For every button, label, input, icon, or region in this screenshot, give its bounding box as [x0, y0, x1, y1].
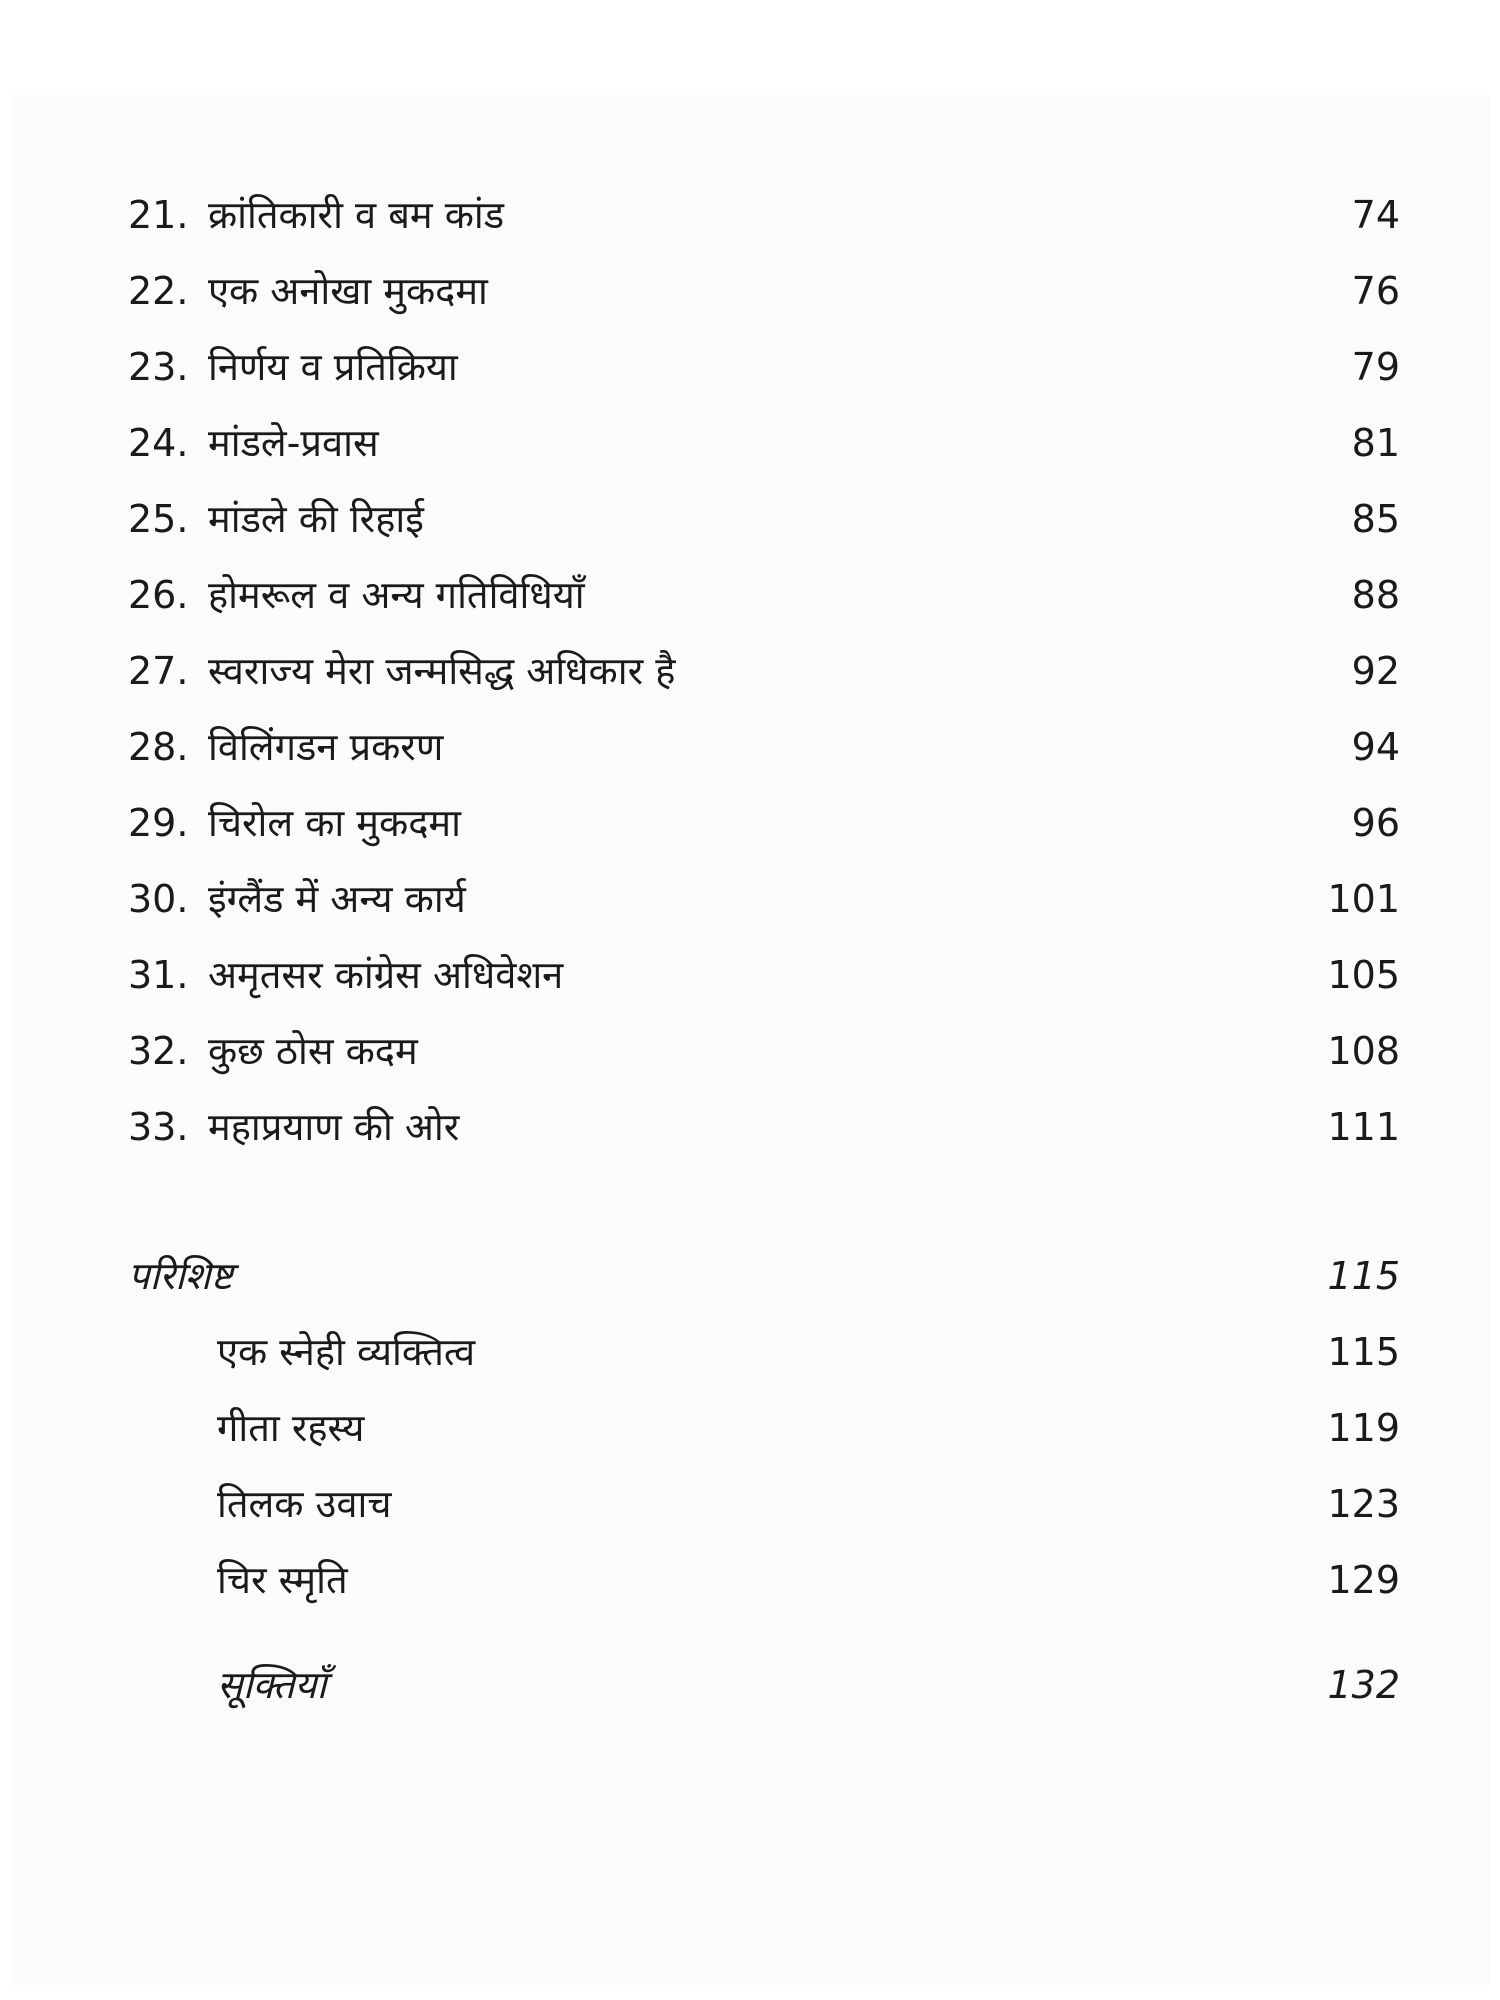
subentry-title: एक स्नेही व्यक्तित्व	[217, 1330, 476, 1374]
toc-entry[interactable]	[0, 641, 1500, 701]
entry-page: 101	[1327, 877, 1400, 921]
entry-number: 30.	[128, 877, 189, 921]
entry-page: 85	[1351, 497, 1400, 541]
entry-title: इंग्लैंड में अन्य कार्य	[208, 877, 466, 921]
entry-number: 28.	[128, 725, 189, 769]
entry-page: 76	[1351, 269, 1400, 313]
subentry-title: तिलक उवाच	[217, 1482, 392, 1526]
entry-title: मांडले की रिहाई	[208, 497, 424, 541]
toc-section-quotes[interactable]	[0, 1655, 1500, 1715]
toc-entry[interactable]	[0, 869, 1500, 929]
entry-number: 21.	[128, 193, 189, 237]
toc-subentry[interactable]	[0, 1474, 1500, 1534]
entry-number: 25.	[128, 497, 189, 541]
toc-entry[interactable]	[0, 565, 1500, 625]
entry-title: मांडले-प्रवास	[208, 421, 379, 465]
entry-page: 96	[1351, 801, 1400, 845]
toc-entry[interactable]	[0, 413, 1500, 473]
toc-entry[interactable]	[0, 489, 1500, 549]
entry-number: 29.	[128, 801, 189, 845]
entry-number: 32.	[128, 1029, 189, 1073]
toc-entry[interactable]	[0, 1097, 1500, 1157]
entry-title: महाप्रयाण की ओर	[208, 1105, 460, 1149]
entry-title: होमरूल व अन्य गतिविधियाँ	[208, 573, 585, 617]
entry-page: 111	[1327, 1105, 1400, 1149]
toc-entry[interactable]	[0, 185, 1500, 245]
entry-number: 27.	[128, 649, 189, 693]
entry-title: चिरोल का मुकदमा	[208, 801, 461, 845]
entry-page: 79	[1351, 345, 1400, 389]
entry-title: अमृतसर कांग्रेस अधिवेशन	[208, 953, 564, 997]
toc-entry[interactable]	[0, 337, 1500, 397]
entry-number: 26.	[128, 573, 189, 617]
toc-section-appendix[interactable]	[0, 1246, 1500, 1306]
subentry-page: 123	[1327, 1482, 1400, 1526]
entry-page: 81	[1351, 421, 1400, 465]
subentry-title: गीता रहस्य	[217, 1406, 365, 1450]
entry-title: क्रांतिकारी व बम कांड	[208, 193, 505, 237]
entry-title: एक अनोखा मुकदमा	[208, 269, 488, 313]
entry-page: 74	[1351, 193, 1400, 237]
entry-page: 88	[1351, 573, 1400, 617]
entry-page: 94	[1351, 725, 1400, 769]
entry-title: कुछ ठोस कदम	[208, 1029, 418, 1073]
entry-page: 105	[1327, 953, 1400, 997]
subentry-page: 119	[1327, 1406, 1400, 1450]
entry-number: 22.	[128, 269, 189, 313]
entry-number: 24.	[128, 421, 189, 465]
entry-page: 108	[1327, 1029, 1400, 1073]
entry-number: 33.	[128, 1105, 189, 1149]
toc-subentry[interactable]	[0, 1550, 1500, 1610]
toc-subentry[interactable]	[0, 1322, 1500, 1382]
toc-entry[interactable]	[0, 717, 1500, 777]
entry-title: निर्णय व प्रतिक्रिया	[208, 345, 458, 389]
toc-entry[interactable]	[0, 261, 1500, 321]
section-title: सूक्तियाँ	[217, 1663, 327, 1707]
toc-entry[interactable]	[0, 1021, 1500, 1081]
section-title: परिशिष्ट	[128, 1254, 233, 1298]
entry-number: 23.	[128, 345, 189, 389]
subentry-page: 115	[1327, 1330, 1400, 1374]
toc-entry[interactable]	[0, 945, 1500, 1005]
toc-entry[interactable]	[0, 793, 1500, 853]
subentry-page: 129	[1327, 1558, 1400, 1602]
section-page: 132	[1327, 1663, 1400, 1707]
entry-title: विलिंगडन प्रकरण	[208, 725, 444, 769]
entry-page: 92	[1351, 649, 1400, 693]
entry-number: 31.	[128, 953, 189, 997]
subentry-title: चिर स्मृति	[217, 1558, 348, 1602]
entry-title: स्वराज्य मेरा जन्मसिद्ध अधिकार है	[208, 649, 676, 693]
toc-subentry[interactable]	[0, 1398, 1500, 1458]
section-page: 115	[1327, 1254, 1400, 1298]
